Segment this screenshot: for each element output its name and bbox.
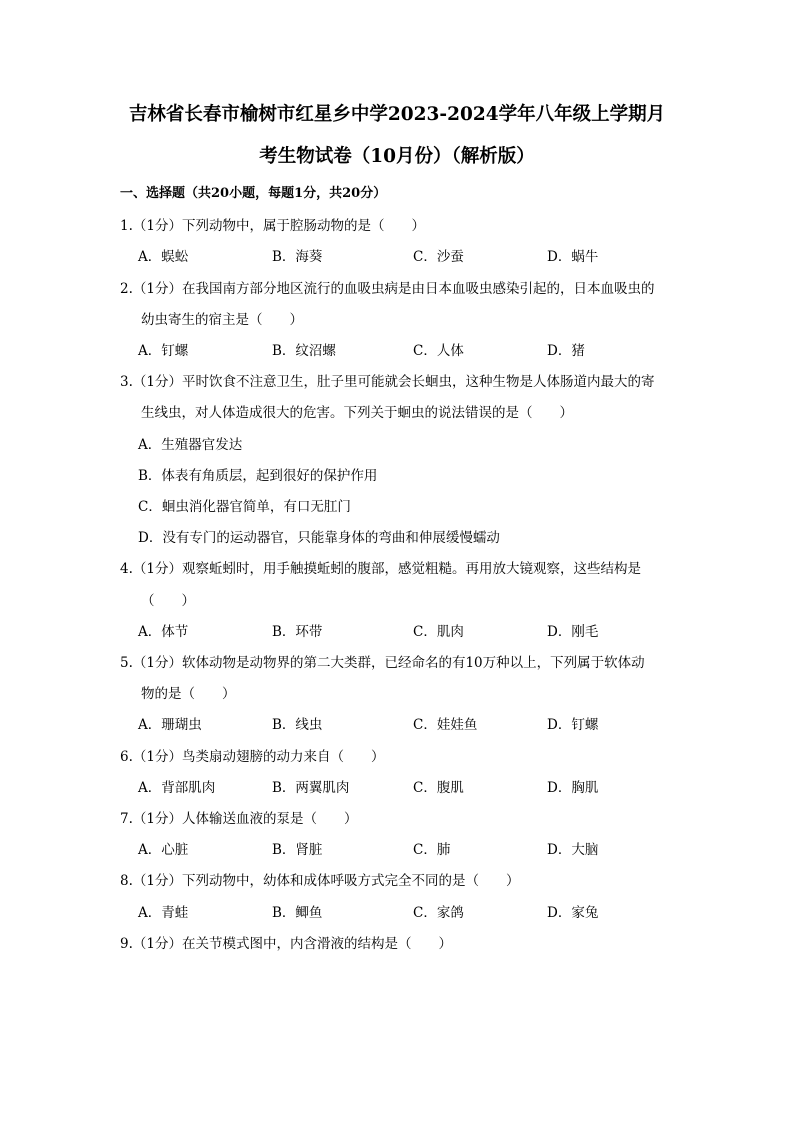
- question-1-option-b: B．海葵: [272, 249, 323, 265]
- question-4-option-a: A．体节: [138, 624, 189, 640]
- question-4-text: 4.（1分）观察蚯蚓时，用手触摸蚯蚓的腹部，感觉粗糙。再用放大镜观察，这些结构是: [120, 561, 641, 577]
- question-8-option-d: D．家兔: [547, 905, 599, 921]
- question-2-option-a: A．钉螺: [138, 343, 189, 359]
- question-5-option-a: A．珊瑚虫: [138, 717, 202, 733]
- question-2-option-b: B．纹沼螺: [272, 343, 336, 359]
- question-2-text: 2.（1分）在我国南方部分地区流行的血吸虫病是由日本血吸虫感染引起的，日本血吸虫的: [120, 281, 655, 297]
- question-8-options: [138, 903, 698, 923]
- exam-title-line-2: 考生物试卷（10月份）（解析版）: [259, 146, 535, 167]
- question-1-option-a: A．蜈蚣: [138, 249, 189, 265]
- question-4-option-d: D．刚毛: [547, 624, 599, 640]
- question-2-option-d: D．猪: [547, 343, 585, 359]
- question-7-option-c: C．肺: [413, 842, 451, 858]
- question-8-option-a: A．青蛙: [138, 905, 189, 921]
- question-8-option-b: B．鲫鱼: [272, 905, 323, 921]
- question-3-text-continued: 生线虫，对人体造成很大的危害。下列关于蛔虫的说法错误的是（ ）: [141, 405, 573, 421]
- question-2-options: [138, 341, 698, 361]
- question-3-option-d: D．没有专门的运动器官，只能靠身体的弯曲和伸展缓慢蠕动: [138, 530, 500, 546]
- question-5-option-b: B．线虫: [272, 717, 323, 733]
- question-3-option-c: C．蛔虫消化器官简单，有口无肛门: [138, 499, 351, 515]
- question-3-option-b: B．体表有角质层，起到很好的保护作用: [138, 468, 378, 484]
- question-5-options: [138, 715, 698, 735]
- question-7-text: 7.（1分）人体输送血液的泵是（ ）: [120, 811, 358, 827]
- question-7-option-a: A．心脏: [138, 842, 189, 858]
- section-heading: 一、选择题（共20小题，每题1分，共20分）: [120, 186, 387, 201]
- question-5-option-c: C．娃娃鱼: [413, 717, 478, 733]
- question-1-option-c: C．沙蚕: [413, 249, 464, 265]
- question-1-options: [138, 247, 698, 267]
- question-1-option-d: D．蜗牛: [547, 249, 599, 265]
- question-9-text: 9.（1分）在关节模式图中，内含滑液的结构是（ ）: [120, 936, 452, 952]
- question-4-option-b: B．环带: [272, 624, 323, 640]
- question-4-option-c: C．肌肉: [413, 624, 464, 640]
- question-2-text-continued: 幼虫寄生的宿主是（ ）: [141, 312, 303, 328]
- question-4-text-continued: （ ）: [141, 593, 195, 609]
- question-6-text: 6.（1分）鸟类扇动翅膀的动力来自（ ）: [120, 749, 385, 765]
- question-7-options: [138, 840, 698, 860]
- question-5-option-d: D．钉螺: [547, 717, 599, 733]
- question-6-option-b: B．两翼肌肉: [272, 780, 350, 796]
- question-7-option-b: B．肾脏: [272, 842, 323, 858]
- question-6-option-d: D．胸肌: [547, 780, 599, 796]
- question-3-option-a: A．生殖器官发达: [138, 437, 243, 453]
- question-6-options: [138, 778, 698, 798]
- question-7-option-d: D．大脑: [547, 842, 599, 858]
- question-3-text: 3.（1分）平时饮食不注意卫生，肚子里可能就会长蛔虫，这种生物是人体肠道内最大的寄: [120, 374, 655, 390]
- question-8-option-c: C．家鸽: [413, 905, 464, 921]
- exam-title-line-1: 吉林省长春市榆树市红星乡中学2023-2024学年八年级上学期月: [128, 104, 666, 125]
- question-4-options: [138, 622, 698, 642]
- question-6-option-a: A．背部肌肉: [138, 780, 216, 796]
- question-6-option-c: C．腹肌: [413, 780, 464, 796]
- question-1-text: 1.（1分）下列动物中，属于腔肠动物的是（ ）: [120, 218, 425, 234]
- question-2-option-c: C．人体: [413, 343, 464, 359]
- question-8-text: 8.（1分）下列动物中，幼体和成体呼吸方式完全不同的是（ ）: [120, 873, 520, 889]
- question-5-text-continued: 物的是（ ）: [141, 686, 236, 702]
- question-5-text: 5.（1分）软体动物是动物界的第二大类群，已经命名的有10万种以上，下列属于软体动: [120, 655, 645, 671]
